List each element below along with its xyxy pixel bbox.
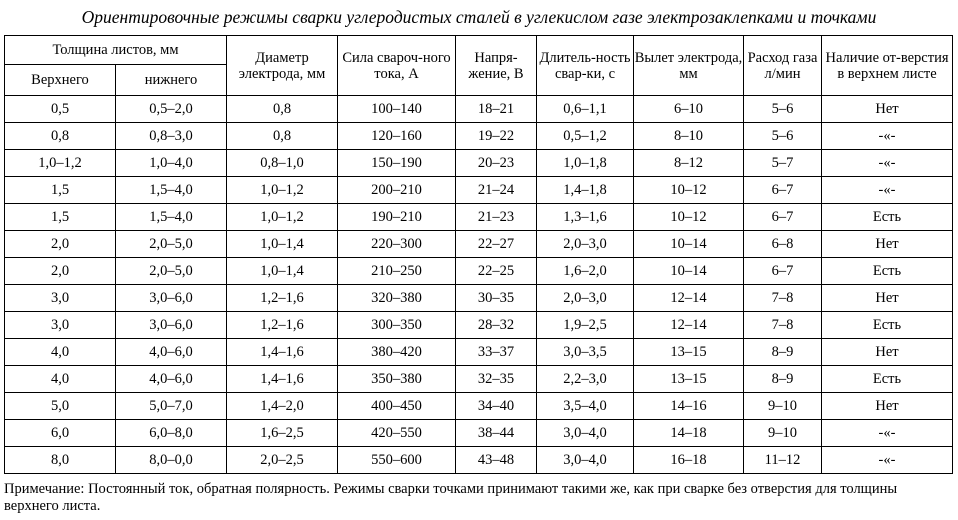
cell-lower-thickness: 4,0–6,0 [116, 339, 227, 366]
cell-hole: Нет [822, 285, 953, 312]
cell-gas-flow: 11–12 [744, 447, 822, 474]
cell-lower-thickness: 8,0–0,0 [116, 447, 227, 474]
cell-duration: 1,0–1,8 [537, 150, 634, 177]
table-row [5, 366, 953, 393]
cell-gas-flow: 7–8 [744, 285, 822, 312]
cell-hole: Есть [822, 366, 953, 393]
cell-upper-thickness: 1,0–1,2 [5, 150, 116, 177]
cell-gas-flow: 5–6 [744, 96, 822, 123]
cell-voltage: 34–40 [456, 393, 537, 420]
cell-upper-thickness: 3,0 [5, 285, 116, 312]
table-row [5, 285, 953, 312]
table-title: Ориентировочные режимы сварки углеродистых сталей в углекислом газе электрозаклепками и точками [81, 7, 877, 27]
header-hole: Наличие от-верстия в верхнем листе [822, 36, 953, 96]
table-row [5, 258, 953, 285]
cell-stickout: 12–14 [634, 312, 744, 339]
cell-lower-thickness: 1,5–4,0 [116, 177, 227, 204]
cell-upper-thickness: 8,0 [5, 447, 116, 474]
cell-gas-flow: 6–8 [744, 231, 822, 258]
cell-electrode-diameter: 0,8 [227, 96, 338, 123]
cell-lower-thickness: 6,0–8,0 [116, 420, 227, 447]
cell-stickout: 6–10 [634, 96, 744, 123]
cell-hole: Нет [822, 339, 953, 366]
cell-upper-thickness: 2,0 [5, 231, 116, 258]
cell-gas-flow: 8–9 [744, 366, 822, 393]
cell-stickout: 13–15 [634, 339, 744, 366]
cell-voltage: 32–35 [456, 366, 537, 393]
cell-duration: 3,0–3,5 [537, 339, 634, 366]
cell-current: 210–250 [338, 258, 456, 285]
table-row [5, 312, 953, 339]
cell-stickout: 16–18 [634, 447, 744, 474]
cell-voltage: 18–21 [456, 96, 537, 123]
cell-gas-flow: 6–7 [744, 258, 822, 285]
cell-gas-flow: 6–7 [744, 204, 822, 231]
cell-stickout: 10–12 [634, 177, 744, 204]
header-gas-flow: Расход газа л/мин [744, 36, 822, 96]
cell-gas-flow: 6–7 [744, 177, 822, 204]
cell-upper-thickness: 4,0 [5, 339, 116, 366]
cell-voltage: 21–24 [456, 177, 537, 204]
cell-duration: 0,5–1,2 [537, 123, 634, 150]
cell-lower-thickness: 2,0–5,0 [116, 258, 227, 285]
cell-gas-flow: 7–8 [744, 312, 822, 339]
cell-electrode-diameter: 1,4–1,6 [227, 366, 338, 393]
cell-stickout: 13–15 [634, 366, 744, 393]
cell-upper-thickness: 3,0 [5, 312, 116, 339]
cell-gas-flow: 8–9 [744, 339, 822, 366]
cell-hole: Есть [822, 204, 953, 231]
table-row [5, 150, 953, 177]
cell-voltage: 19–22 [456, 123, 537, 150]
cell-upper-thickness: 0,5 [5, 96, 116, 123]
cell-hole: -«- [822, 420, 953, 447]
cell-stickout: 14–16 [634, 393, 744, 420]
cell-voltage: 43–48 [456, 447, 537, 474]
cell-hole: Нет [822, 231, 953, 258]
cell-duration: 3,5–4,0 [537, 393, 634, 420]
cell-lower-thickness: 1,5–4,0 [116, 204, 227, 231]
header-electrode-diameter: Диаметр электрода, мм [227, 36, 338, 96]
cell-gas-flow: 5–6 [744, 123, 822, 150]
cell-gas-flow: 9–10 [744, 393, 822, 420]
table-row [5, 204, 953, 231]
cell-upper-thickness: 4,0 [5, 366, 116, 393]
cell-lower-thickness: 0,8–3,0 [116, 123, 227, 150]
table-row [5, 339, 953, 366]
cell-electrode-diameter: 0,8 [227, 123, 338, 150]
cell-duration: 1,3–1,6 [537, 204, 634, 231]
cell-duration: 1,9–2,5 [537, 312, 634, 339]
cell-stickout: 10–12 [634, 204, 744, 231]
cell-current: 220–300 [338, 231, 456, 258]
cell-duration: 2,2–3,0 [537, 366, 634, 393]
cell-stickout: 8–10 [634, 123, 744, 150]
cell-lower-thickness: 3,0–6,0 [116, 285, 227, 312]
header-thickness-group: Толщина листов, мм [5, 36, 227, 65]
cell-electrode-diameter: 1,0–1,2 [227, 204, 338, 231]
cell-hole: -«- [822, 150, 953, 177]
table-row [5, 231, 953, 258]
cell-current: 100–140 [338, 96, 456, 123]
cell-voltage: 21–23 [456, 204, 537, 231]
cell-hole: Есть [822, 312, 953, 339]
table-row [5, 96, 953, 123]
cell-duration: 1,4–1,8 [537, 177, 634, 204]
cell-lower-thickness: 2,0–5,0 [116, 231, 227, 258]
header-stickout: Вылет электрода, мм [634, 36, 744, 96]
cell-electrode-diameter: 1,2–1,6 [227, 312, 338, 339]
cell-hole: Нет [822, 96, 953, 123]
cell-upper-thickness: 0,8 [5, 123, 116, 150]
cell-upper-thickness: 6,0 [5, 420, 116, 447]
table-row [5, 393, 953, 420]
cell-electrode-diameter: 0,8–1,0 [227, 150, 338, 177]
cell-voltage: 33–37 [456, 339, 537, 366]
cell-lower-thickness: 5,0–7,0 [116, 393, 227, 420]
cell-electrode-diameter: 1,4–1,6 [227, 339, 338, 366]
cell-duration: 2,0–3,0 [537, 231, 634, 258]
cell-hole: -«- [822, 177, 953, 204]
cell-upper-thickness: 1,5 [5, 204, 116, 231]
cell-current: 320–380 [338, 285, 456, 312]
cell-current: 190–210 [338, 204, 456, 231]
table-row [5, 447, 953, 474]
cell-duration: 0,6–1,1 [537, 96, 634, 123]
cell-stickout: 10–14 [634, 258, 744, 285]
cell-current: 200–210 [338, 177, 456, 204]
header-lower: нижнего [116, 65, 227, 96]
cell-current: 380–420 [338, 339, 456, 366]
header-voltage: Напря-жение, В [456, 36, 537, 96]
cell-gas-flow: 9–10 [744, 420, 822, 447]
cell-hole: -«- [822, 123, 953, 150]
cell-current: 400–450 [338, 393, 456, 420]
table-row [5, 123, 953, 150]
cell-current: 420–550 [338, 420, 456, 447]
cell-current: 300–350 [338, 312, 456, 339]
cell-electrode-diameter: 1,0–1,4 [227, 258, 338, 285]
cell-current: 350–380 [338, 366, 456, 393]
cell-voltage: 22–27 [456, 231, 537, 258]
cell-voltage: 20–23 [456, 150, 537, 177]
table-note: Примечание: Постоянный ток, обратная полярность. Режимы сварки точками принимают такими же, как при сварке без отверстия для толщины верхнего листа. [4, 481, 898, 514]
cell-lower-thickness: 1,0–4,0 [116, 150, 227, 177]
cell-hole: Нет [822, 393, 953, 420]
cell-upper-thickness: 2,0 [5, 258, 116, 285]
cell-voltage: 38–44 [456, 420, 537, 447]
cell-duration: 1,6–2,0 [537, 258, 634, 285]
table-row [5, 420, 953, 447]
cell-stickout: 10–14 [634, 231, 744, 258]
cell-stickout: 12–14 [634, 285, 744, 312]
cell-voltage: 28–32 [456, 312, 537, 339]
header-upper: Верхнего [5, 65, 116, 96]
cell-lower-thickness: 0,5–2,0 [116, 96, 227, 123]
cell-hole: Есть [822, 258, 953, 285]
cell-current: 150–190 [338, 150, 456, 177]
cell-voltage: 22–25 [456, 258, 537, 285]
cell-current: 550–600 [338, 447, 456, 474]
cell-duration: 3,0–4,0 [537, 447, 634, 474]
cell-current: 120–160 [338, 123, 456, 150]
header-duration: Длитель-ность свар-ки, с [537, 36, 634, 96]
cell-gas-flow: 5–7 [744, 150, 822, 177]
table-row [5, 177, 953, 204]
cell-duration: 3,0–4,0 [537, 420, 634, 447]
cell-duration: 2,0–3,0 [537, 285, 634, 312]
cell-upper-thickness: 5,0 [5, 393, 116, 420]
cell-lower-thickness: 4,0–6,0 [116, 366, 227, 393]
cell-electrode-diameter: 1,2–1,6 [227, 285, 338, 312]
cell-electrode-diameter: 1,6–2,5 [227, 420, 338, 447]
cell-electrode-diameter: 1,4–2,0 [227, 393, 338, 420]
cell-hole: -«- [822, 447, 953, 474]
cell-electrode-diameter: 2,0–2,5 [227, 447, 338, 474]
header-current: Сила свароч-ного тока, А [338, 36, 456, 96]
cell-electrode-diameter: 1,0–1,4 [227, 231, 338, 258]
cell-electrode-diameter: 1,0–1,2 [227, 177, 338, 204]
cell-voltage: 30–35 [456, 285, 537, 312]
cell-stickout: 14–18 [634, 420, 744, 447]
cell-upper-thickness: 1,5 [5, 177, 116, 204]
cell-stickout: 8–12 [634, 150, 744, 177]
welding-modes-table [4, 35, 953, 474]
cell-lower-thickness: 3,0–6,0 [116, 312, 227, 339]
table-body [5, 96, 953, 474]
